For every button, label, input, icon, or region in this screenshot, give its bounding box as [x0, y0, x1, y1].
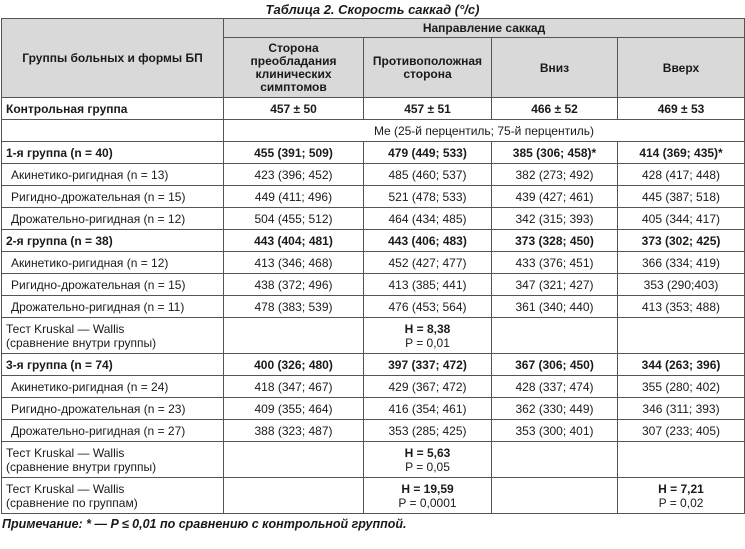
- cell: 353 (300; 401): [492, 420, 618, 442]
- cell: 478 (383; 539): [224, 296, 364, 318]
- table-footnote: Примечание: * — P ≤ 0,01 по сравнению с контрольной группой.: [2, 517, 407, 531]
- table-row: [2, 274, 745, 296]
- row-label: Акинетико-ригидная (n = 13): [2, 164, 224, 186]
- row-label: Дрожательно-ригидная (n = 27): [2, 420, 224, 442]
- table-row-group1: [2, 142, 745, 164]
- cell: 397 (337; 472): [364, 354, 492, 376]
- row-label: Дрожательно-ригидная (n = 11): [2, 296, 224, 318]
- cell: 449 (411; 496): [224, 186, 364, 208]
- table-row: [2, 296, 745, 318]
- cell: 457 ± 50: [224, 98, 364, 120]
- p-value: P = 0,0001: [398, 495, 457, 510]
- cell: 353 (290;403): [618, 274, 745, 296]
- header-groups: Группы больных и формы БП: [2, 19, 224, 98]
- cell: 373 (328; 450): [492, 230, 618, 252]
- table-row: [2, 252, 745, 274]
- cell: 413 (346; 468): [224, 252, 364, 274]
- table-row: [2, 186, 745, 208]
- cell: 476 (453; 564): [364, 296, 492, 318]
- cell: 433 (376; 451): [492, 252, 618, 274]
- cell: 346 (311; 393): [618, 398, 745, 420]
- cell: 373 (302; 425): [618, 230, 745, 252]
- cell: 409 (355; 464): [224, 398, 364, 420]
- cell: 361 (340; 440): [492, 296, 618, 318]
- table-row: [2, 208, 745, 230]
- cell: 413 (385; 441): [364, 274, 492, 296]
- test-scope: (сравнение внутри группы): [6, 459, 157, 474]
- header-direction: Направление саккад: [224, 19, 745, 38]
- cell: 413 (353; 488): [618, 296, 745, 318]
- row-label: 2-я группа (n = 38): [2, 230, 224, 252]
- table-row: [2, 420, 745, 442]
- cell: 366 (334; 419): [618, 252, 745, 274]
- header-opposite-side: Противоположная сторона: [364, 38, 492, 98]
- header-up: Вверх: [618, 38, 745, 98]
- test-result: [618, 478, 745, 514]
- table-row-group2: [2, 230, 745, 252]
- test-scope: (сравнение по группам): [6, 495, 138, 510]
- p-value: P = 0,05: [405, 459, 450, 474]
- cell: 429 (367; 472): [364, 376, 492, 398]
- cell: 362 (330; 449): [492, 398, 618, 420]
- cell: 355 (280; 402): [618, 376, 745, 398]
- row-label: Дрожательно-ригидная (n = 12): [2, 208, 224, 230]
- cell: 342 (315; 393): [492, 208, 618, 230]
- test-result: [364, 442, 492, 478]
- table-row-test-between: [2, 478, 745, 514]
- table-row: [2, 376, 745, 398]
- cell: 353 (285; 425): [364, 420, 492, 442]
- test-result: [364, 478, 492, 514]
- table-caption: Таблица 2. Скорость саккад (°/с): [265, 2, 480, 17]
- cell: 521 (478; 533): [364, 186, 492, 208]
- median-note: Me (25-й перцентиль; 75-й перцентиль): [224, 120, 745, 142]
- table-row-me-note: [2, 120, 745, 142]
- cell: 388 (323; 487): [224, 420, 364, 442]
- cell: 466 ± 52: [492, 98, 618, 120]
- cell: 443 (404; 481): [224, 230, 364, 252]
- test-label: [2, 318, 224, 354]
- cell: 428 (337; 474): [492, 376, 618, 398]
- table-row-test-group3: [2, 442, 745, 478]
- h-value: H = 8,38: [404, 321, 451, 336]
- h-value: H = 19,59: [401, 481, 454, 496]
- row-label: Ригидно-дрожательная (n = 15): [2, 186, 224, 208]
- p-value: P = 0,02: [658, 495, 704, 510]
- table-row-control: [2, 98, 745, 120]
- cell: 414 (369; 435)*: [618, 142, 745, 164]
- test-label: [2, 442, 224, 478]
- table-row-test-group2: [2, 318, 745, 354]
- test-scope: (сравнение внутри группы): [6, 335, 157, 350]
- cell: 423 (396; 452): [224, 164, 364, 186]
- cell: 443 (406; 483): [364, 230, 492, 252]
- row-label: Акинетико-ригидная (n = 24): [2, 376, 224, 398]
- header-dominant-side: Сторона преобладания клинических симптомов: [224, 38, 364, 98]
- cell: 416 (354; 461): [364, 398, 492, 420]
- cell: 428 (417; 448): [618, 164, 745, 186]
- cell: 344 (263; 396): [618, 354, 745, 376]
- header-down: Вниз: [492, 38, 618, 98]
- cell: 382 (273; 492): [492, 164, 618, 186]
- cell: 385 (306; 458)*: [492, 142, 618, 164]
- row-label: 3-я группа (n = 74): [2, 354, 224, 376]
- test-name: Тест Kruskal — Wallis: [6, 481, 125, 496]
- test-result: [364, 318, 492, 354]
- test-label: [2, 478, 224, 514]
- row-label: 1-я группа (n = 40): [2, 142, 224, 164]
- row-label: Ригидно-дрожательная (n = 23): [2, 398, 224, 420]
- test-name: Тест Kruskal — Wallis: [6, 321, 125, 336]
- cell: 438 (372; 496): [224, 274, 364, 296]
- h-value: H = 5,63: [404, 445, 451, 460]
- p-value: P = 0,01: [405, 335, 450, 350]
- test-name: Тест Kruskal — Wallis: [6, 445, 125, 460]
- cell: 469 ± 53: [618, 98, 745, 120]
- cell: 307 (233; 405): [618, 420, 745, 442]
- row-label: Акинетико-ригидная (n = 12): [2, 252, 224, 274]
- cell: 367 (306; 450): [492, 354, 618, 376]
- cell: 445 (387; 518): [618, 186, 745, 208]
- cell: 405 (344; 417): [618, 208, 745, 230]
- table-row-group3: [2, 354, 745, 376]
- table-row: [2, 164, 745, 186]
- cell: 485 (460; 537): [364, 164, 492, 186]
- cell: 418 (347; 467): [224, 376, 364, 398]
- cell: 479 (449; 533): [364, 142, 492, 164]
- cell: 457 ± 51: [364, 98, 492, 120]
- cell: 455 (391; 509): [224, 142, 364, 164]
- cell: 464 (434; 485): [364, 208, 492, 230]
- row-label: Ригидно-дрожательная (n = 15): [2, 274, 224, 296]
- table-row: [2, 398, 745, 420]
- cell: 347 (321; 427): [492, 274, 618, 296]
- cell: 400 (326; 480): [224, 354, 364, 376]
- cell: 504 (455; 512): [224, 208, 364, 230]
- cell: 452 (427; 477): [364, 252, 492, 274]
- h-value: H = 7,21: [658, 481, 704, 496]
- cell: 439 (427; 461): [492, 186, 618, 208]
- saccade-speed-table: [1, 18, 745, 514]
- row-label: Контрольная группа: [2, 98, 224, 120]
